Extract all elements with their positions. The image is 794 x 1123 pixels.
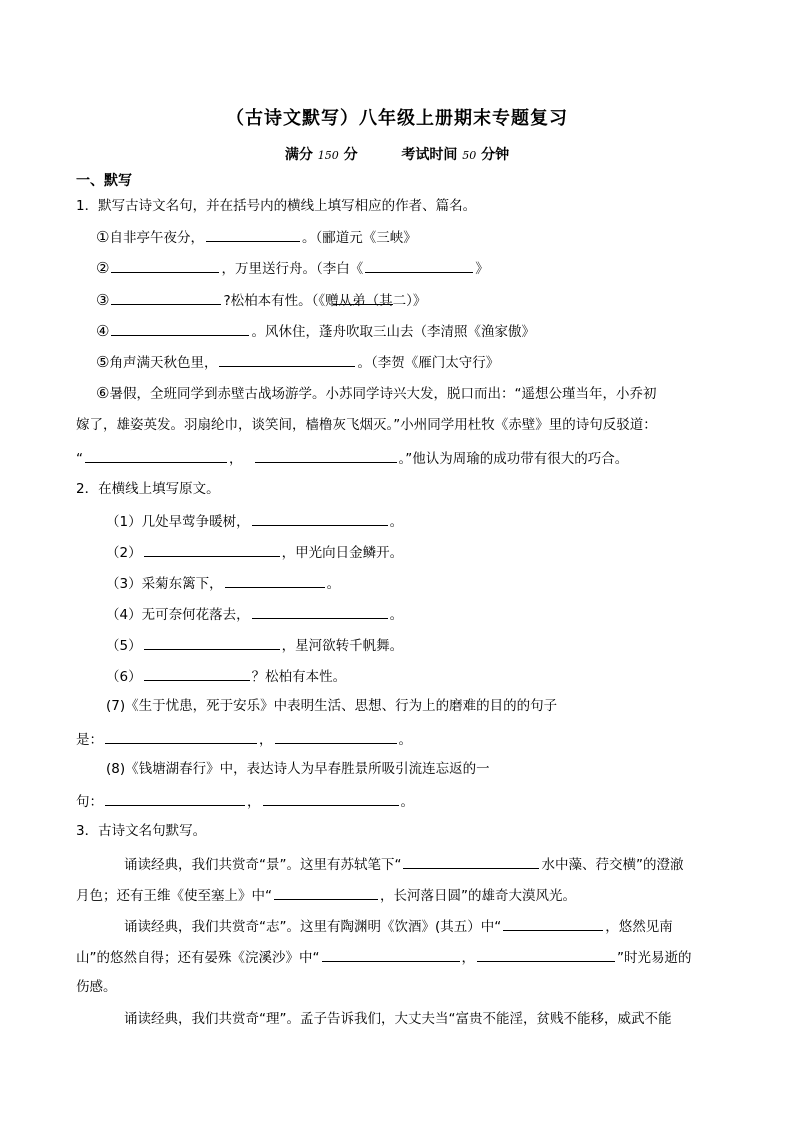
q3-para-2-line1: 诵读经典，我们共赏奇“志”。这里有陶渊明《饮酒》(其五）中“ ，悠然见南 xyxy=(124,916,673,936)
answer-blank[interactable] xyxy=(105,729,257,744)
score-unit: 分 xyxy=(343,147,358,163)
answer-blank[interactable] xyxy=(206,227,300,242)
q2-item-5: （5） ，星河欲转千帆舞。 xyxy=(106,635,403,655)
q3-para-3-line1: 诵读经典，我们共赏奇“理”。孟子告诉我们，大丈夫当“富贵不能淫，贫贱不能移，威武不能 xyxy=(124,1011,672,1027)
answer-blank[interactable] xyxy=(365,258,473,273)
answer-blank[interactable] xyxy=(225,573,325,588)
answer-blank[interactable] xyxy=(144,666,250,681)
answer-blank[interactable] xyxy=(85,448,227,463)
q1-item-2: ② ，万里送行舟。（李白《 》 xyxy=(96,259,489,277)
answer-blank[interactable] xyxy=(252,511,388,526)
answer-blank[interactable] xyxy=(275,729,397,744)
answer-blank[interactable] xyxy=(322,947,460,962)
time-label: 考试时间 xyxy=(401,147,458,163)
answer-blank[interactable] xyxy=(144,635,280,650)
exam-info xyxy=(0,144,794,164)
answer-blank[interactable] xyxy=(263,791,399,806)
q3-para-2-line3: 伤感。 xyxy=(76,979,117,995)
answer-blank[interactable] xyxy=(111,290,221,305)
q2-item-7-line1: (7)《生于忧患，死于安乐》中表明生活、思想、行为上的磨难的目的的句子 xyxy=(106,698,558,714)
q2-item-1: （1）几处早莺争暖树， 。 xyxy=(106,511,403,531)
q3-para-1-line1: 诵读经典，我们共赏奇“景”。这里有苏轼笔下“ 水中藻、荇交横”的澄澈 xyxy=(124,854,683,874)
q1-item-4: ④ 。风休住，蓬舟吹取三山去（李清照《渔家傲》 xyxy=(96,322,535,340)
q2-item-3: （3）采菊东篱下， 。 xyxy=(106,573,340,593)
q1-item-6-line3: “ ， 。”他认为周瑜的成功带有很大的巧合。 xyxy=(76,448,628,468)
answer-blank[interactable] xyxy=(144,542,280,557)
answer-blank[interactable] xyxy=(333,290,393,305)
q1-item-5: ⑤角声满天秋色里， 。（李贺《雁门太守行》 xyxy=(96,353,500,371)
q1-item-6-line2: 嫁了，雄姿英发。羽扇纶巾，谈笑间，樯橹灰飞烟灭。”小州同学用杜牧《赤壁》里的诗句反驳道： xyxy=(76,417,657,433)
q3-para-1-line2: 月色；还有王维《使至塞上》中“ ，长河落日圆”的雄奇大漠风光。 xyxy=(76,885,576,905)
answer-blank[interactable] xyxy=(477,947,615,962)
q2-item-2: （2） ，甲光向日金鳞开。 xyxy=(106,542,403,562)
q2-item-4: （4）无可奈何花落去， 。 xyxy=(106,604,403,624)
answer-blank[interactable] xyxy=(105,791,245,806)
q1-stem: 1．默写古诗文名句，并在括号内的横线上填写相应的作者、篇名。 xyxy=(76,198,477,214)
score-label: 满分 xyxy=(284,147,313,163)
answer-blank[interactable] xyxy=(252,604,388,619)
score-value: 150 xyxy=(317,149,339,162)
page-title: （古诗文默写）八年级上册期末专题复习 xyxy=(226,108,568,129)
q1-item-3: ③ ?松柏本有性。（《赠从弟（其二）》 xyxy=(96,291,427,309)
q1-item-3-author-blank[interactable] xyxy=(333,290,393,310)
answer-blank[interactable] xyxy=(403,854,539,869)
answer-blank[interactable] xyxy=(111,321,249,336)
answer-blank[interactable] xyxy=(274,885,378,900)
time-unit: 分钟 xyxy=(481,147,510,163)
section-heading: 一、默写 xyxy=(76,173,132,189)
answer-blank[interactable] xyxy=(111,258,219,273)
q3-para-2-line2: 山”的悠然自得；还有晏殊《浣溪沙》中“ ， ”时光易逝的 xyxy=(76,947,692,967)
time-value: 50 xyxy=(462,149,477,162)
answer-blank[interactable] xyxy=(503,916,603,931)
answer-blank[interactable] xyxy=(255,448,397,463)
q2-stem: 2．在横线上填写原文。 xyxy=(76,481,220,497)
answer-blank[interactable] xyxy=(219,352,355,367)
q1-item-1: ①自非亭午夜分， 。（郦道元《三峡》 xyxy=(96,228,417,246)
q1-item-6-line1: ⑥暑假，全班同学到赤壁古战场游学。小苏同学诗兴大发，脱口而出：“遥想公瑾当年，小乔初 xyxy=(96,384,657,402)
q2-item-8-line1: (8)《钱塘湖春行》中，表达诗人为早春胜景所吸引流连忘返的一 xyxy=(106,761,490,777)
q2-item-6: （6） ？松柏有本性。 xyxy=(106,666,346,686)
q2-item-7-line2: 是： ， 。 xyxy=(76,729,412,749)
q3-stem: 3．古诗文名句默写。 xyxy=(76,823,207,839)
q2-item-8-line2: 句： ， 。 xyxy=(76,791,414,811)
